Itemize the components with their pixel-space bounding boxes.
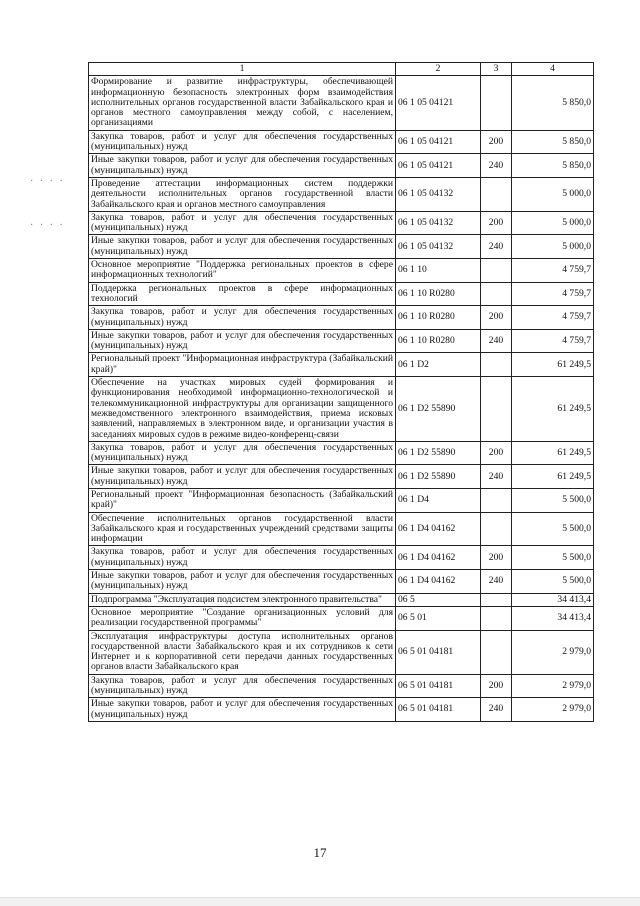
- row-amount: 61 249,5: [512, 353, 594, 377]
- row-code: 06 1 10 R0280: [396, 282, 481, 306]
- table-row: [89, 593, 594, 606]
- row-amount: 2 979,0: [512, 630, 594, 674]
- page-number: 17: [313, 845, 327, 860]
- column-header: 4: [512, 63, 594, 76]
- row-code: 06 1 D2: [396, 353, 481, 377]
- row-expense-type: [481, 593, 512, 606]
- row-expense-type: [481, 259, 512, 283]
- table-header-row: [89, 63, 594, 76]
- row-expense-type: [481, 282, 512, 306]
- table-row: [89, 377, 594, 442]
- row-amount: 5 000,0: [512, 177, 594, 211]
- row-amount: 61 249,5: [512, 465, 594, 489]
- row-expense-type: [481, 488, 512, 512]
- row-expense-type: 240: [481, 235, 512, 259]
- row-amount: 34 413,4: [512, 593, 594, 606]
- row-expense-type: 200: [481, 546, 512, 570]
- table-row: [89, 512, 594, 546]
- row-name: Закупка товаров, работ и услуг для обеспечения государственных (муниципальных) нужд: [89, 130, 396, 154]
- row-code: 06 1 D4 04162: [396, 512, 481, 546]
- row-code: 06 1 05 04132: [396, 235, 481, 259]
- row-amount: 5 850,0: [512, 76, 594, 130]
- budget-table: [88, 62, 594, 722]
- row-expense-type: [481, 606, 512, 630]
- row-expense-type: [481, 630, 512, 674]
- row-expense-type: [481, 377, 512, 442]
- row-amount: 4 759,7: [512, 259, 594, 283]
- row-expense-type: 200: [481, 441, 512, 465]
- row-amount: 2 979,0: [512, 698, 594, 722]
- row-name: Закупка товаров, работ и услуг для обеспечения государственных (муниципальных) нужд: [89, 674, 396, 698]
- row-code: 06 5 01: [396, 606, 481, 630]
- row-expense-type: 200: [481, 674, 512, 698]
- table-row: [89, 306, 594, 330]
- row-amount: 2 979,0: [512, 674, 594, 698]
- column-header: 2: [396, 63, 481, 76]
- row-amount: 5 500,0: [512, 512, 594, 546]
- scan-artifact: · · · ·: [30, 220, 65, 231]
- row-code: 06 1 D2 55890: [396, 377, 481, 442]
- table-row: [89, 329, 594, 353]
- row-amount: 61 249,5: [512, 377, 594, 442]
- row-expense-type: [481, 512, 512, 546]
- scan-artifact: · · · ·: [30, 176, 65, 187]
- row-expense-type: 240: [481, 154, 512, 178]
- row-code: 06 1 D2 55890: [396, 465, 481, 489]
- row-amount: 34 413,4: [512, 606, 594, 630]
- row-expense-type: 200: [481, 130, 512, 154]
- row-code: 06 1 D4 04162: [396, 570, 481, 594]
- row-name: Подпрограмма "Эксплуатация подсистем электронного правительства": [89, 593, 396, 606]
- row-name: Проведение аттестации информационных систем поддержки деятельности исполнительных органов государственной власти Забайкальского края и органов местного самоуправления: [89, 177, 396, 211]
- row-expense-type: 240: [481, 698, 512, 722]
- row-name: Поддержка региональных проектов в сфере информационных технологий: [89, 282, 396, 306]
- row-amount: 5 850,0: [512, 130, 594, 154]
- row-name: Формирование и развитие инфраструктуры, обеспечивающей информационную безопасность электронных форм взаимодействия исполнительных органов государственной власти Забайкальского края и органов местного самоуправления между собой, с населением, организациями: [89, 76, 396, 130]
- row-expense-type: 200: [481, 306, 512, 330]
- table-row: [89, 177, 594, 211]
- table-row: [89, 211, 594, 235]
- row-name: Закупка товаров, работ и услуг для обеспечения государственных (муниципальных) нужд: [89, 306, 396, 330]
- table-row: [89, 570, 594, 594]
- row-name: Иные закупки товаров, работ и услуг для обеспечения государственных (муниципальных) нужд: [89, 698, 396, 722]
- row-amount: 4 759,7: [512, 329, 594, 353]
- row-expense-type: 240: [481, 570, 512, 594]
- row-code: 06 5 01 04181: [396, 630, 481, 674]
- table-row: [89, 353, 594, 377]
- row-name: Закупка товаров, работ и услуг для обеспечения государственных (муниципальных) нужд: [89, 441, 396, 465]
- row-code: 06 1 05 04121: [396, 154, 481, 178]
- row-name: Основное мероприятие "Поддержка региональных проектов в сфере информационных технологий": [89, 259, 396, 283]
- row-name: Иные закупки товаров, работ и услуг для обеспечения государственных (муниципальных) нужд: [89, 465, 396, 489]
- table-row: [89, 259, 594, 283]
- row-name: Обеспечение исполнительных органов государственной власти Забайкальского края и государственных учреждений средствами защиты информации: [89, 512, 396, 546]
- table-row: [89, 488, 594, 512]
- table-row: [89, 630, 594, 674]
- row-name: Региональный проект "Информационная безопасность (Забайкальский край)": [89, 488, 396, 512]
- row-code: 06 1 D4: [396, 488, 481, 512]
- column-header: 1: [89, 63, 396, 76]
- row-name: Эксплуатация инфраструктуры доступа исполнительных органов государственной власти Забайкальского края и их сотрудников к сети Интернет и к корпоративной сети передачи данных государственных органов власти Забайкальского края: [89, 630, 396, 674]
- row-code: 06 1 D2 55890: [396, 441, 481, 465]
- table-row: [89, 235, 594, 259]
- column-header: 3: [481, 63, 512, 76]
- row-code: 06 1 05 04132: [396, 177, 481, 211]
- row-amount: 5 000,0: [512, 211, 594, 235]
- row-amount: 5 500,0: [512, 570, 594, 594]
- row-code: 06 1 10: [396, 259, 481, 283]
- table-row: [89, 606, 594, 630]
- row-name: Иные закупки товаров, работ и услуг для обеспечения государственных (муниципальных) нужд: [89, 570, 396, 594]
- table-row: [89, 674, 594, 698]
- row-code: 06 1 05 04121: [396, 130, 481, 154]
- row-code: 06 1 10 R0280: [396, 306, 481, 330]
- row-expense-type: 240: [481, 329, 512, 353]
- row-name: Иные закупки товаров, работ и услуг для обеспечения государственных (муниципальных) нужд: [89, 154, 396, 178]
- row-code: 06 1 05 04132: [396, 211, 481, 235]
- row-amount: 5 500,0: [512, 546, 594, 570]
- table-body: [89, 76, 594, 722]
- table-row: [89, 76, 594, 130]
- table-row: [89, 130, 594, 154]
- row-code: 06 5 01 04181: [396, 674, 481, 698]
- row-code: 06 5 01 04181: [396, 698, 481, 722]
- table-row: [89, 441, 594, 465]
- row-code: 06 1 05 04121: [396, 76, 481, 130]
- row-amount: 5 500,0: [512, 488, 594, 512]
- table-row: [89, 546, 594, 570]
- row-amount: 4 759,7: [512, 306, 594, 330]
- row-amount: 61 249,5: [512, 441, 594, 465]
- row-code: 06 1 D4 04162: [396, 546, 481, 570]
- table-row: [89, 465, 594, 489]
- row-expense-type: [481, 177, 512, 211]
- row-code: 06 5: [396, 593, 481, 606]
- row-expense-type: [481, 353, 512, 377]
- table-row: [89, 282, 594, 306]
- row-name: Закупка товаров, работ и услуг для обеспечения государственных (муниципальных) нужд: [89, 546, 396, 570]
- row-name: Иные закупки товаров, работ и услуг для обеспечения государственных (муниципальных) нужд: [89, 235, 396, 259]
- row-expense-type: [481, 76, 512, 130]
- table-row: [89, 698, 594, 722]
- row-amount: 5 850,0: [512, 154, 594, 178]
- row-expense-type: 200: [481, 211, 512, 235]
- row-code: 06 1 10 R0280: [396, 329, 481, 353]
- table-row: [89, 154, 594, 178]
- row-name: Основное мероприятие "Создание организационных условий для реализации государственной программы": [89, 606, 396, 630]
- row-amount: 5 000,0: [512, 235, 594, 259]
- row-name: Иные закупки товаров, работ и услуг для обеспечения государственных (муниципальных) нужд: [89, 329, 396, 353]
- row-expense-type: 240: [481, 465, 512, 489]
- row-amount: 4 759,7: [512, 282, 594, 306]
- row-name: Региональный проект "Информационная инфраструктура (Забайкальский край)": [89, 353, 396, 377]
- row-name: Обеспечение на участках мировых судей формирования и функционирования необходимой информационно-технологической и телекоммуникационной инфраструктуры для организации защищенного межведомственного электронного взаимодействия, приема исковых заявлений, направляемых в электронном виде, и организации участия в заседаниях мировых судов в режиме видео-конференц-связи: [89, 377, 396, 442]
- row-name: Закупка товаров, работ и услуг для обеспечения государственных (муниципальных) нужд: [89, 211, 396, 235]
